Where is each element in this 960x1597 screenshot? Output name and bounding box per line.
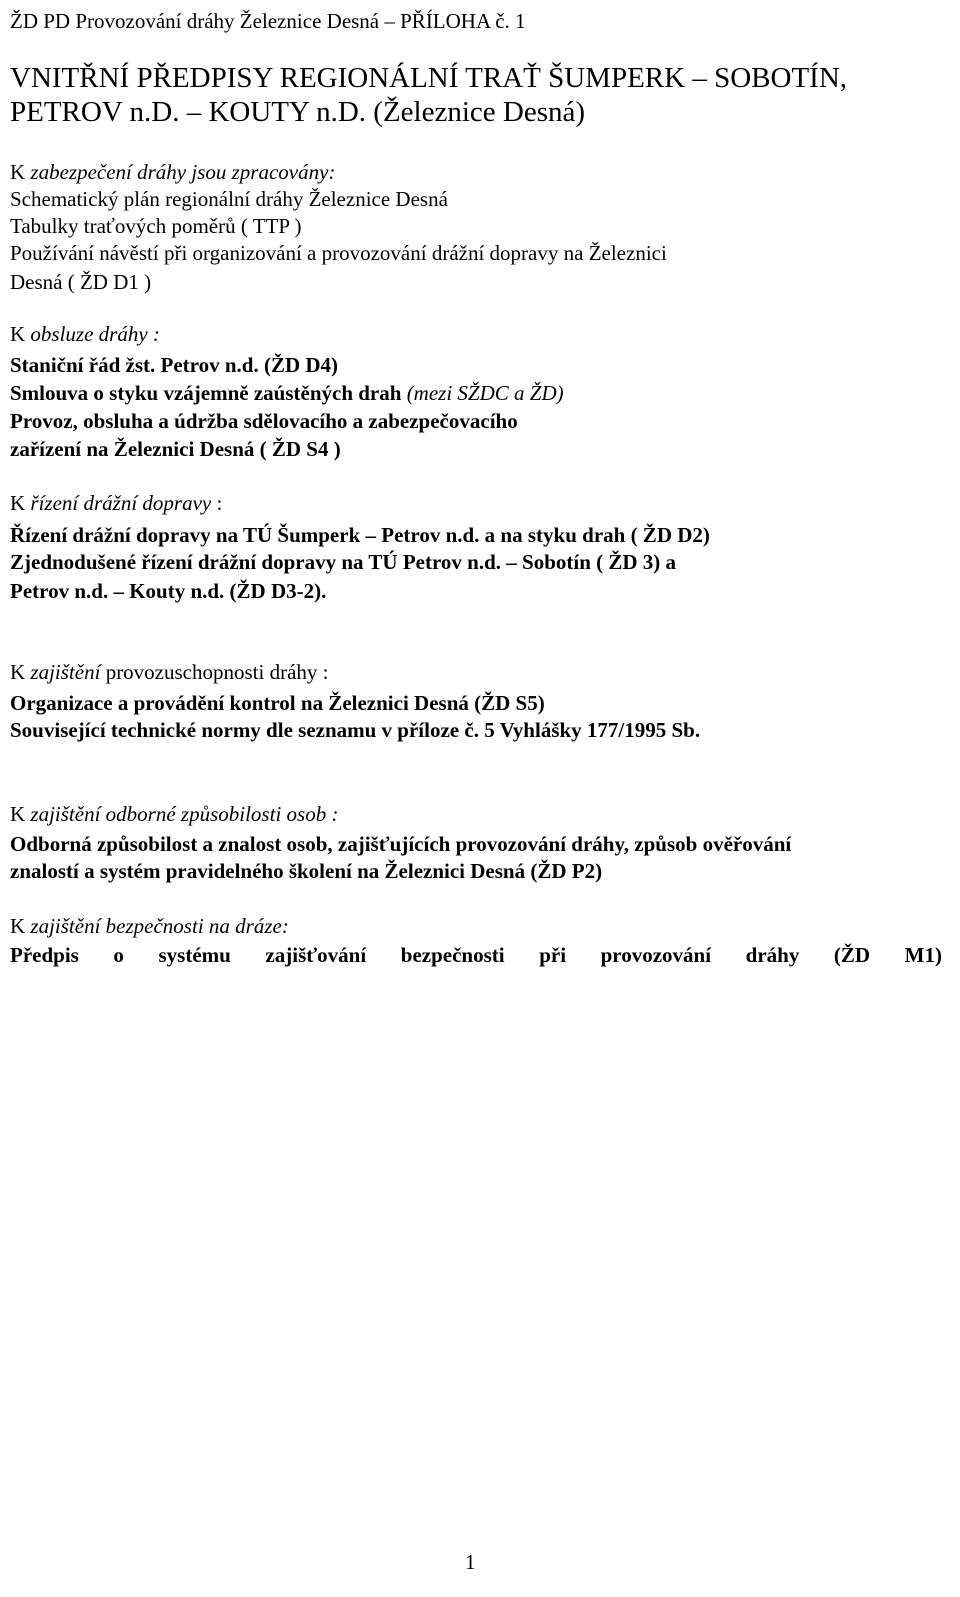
page-number: 1 bbox=[465, 1550, 476, 1574]
page-header: ŽD PD Provozování dráhy Železnice Desná – PŘÍLOHA č. 1 bbox=[10, 9, 526, 33]
list-item: Smlouva o styku vzájemně zaústěných drah (mezi SŽDC a ŽD) bbox=[10, 381, 564, 405]
list-item: Tabulky traťových poměrů ( TTP ) bbox=[10, 214, 302, 238]
list-item: zařízení na Železnici Desná ( ŽD S4 ) bbox=[10, 437, 341, 461]
list-item: Řízení drážní dopravy na TÚ Šumperk – Petrov n.d. a na styku drah ( ŽD D2) bbox=[10, 523, 710, 547]
list-item: Odborná způsobilost a znalost osob, zajišťujících provozování dráhy, způsob ověřování bbox=[10, 832, 792, 856]
list-item: Organizace a provádění kontrol na Železnici Desná (ŽD S5) bbox=[10, 691, 545, 715]
document-title-line-1: VNITŘNÍ PŘEDPISY REGIONÁLNÍ TRAŤ ŠUMPERK – SOBOTÍN, bbox=[10, 62, 848, 94]
list-item: Související technické normy dle seznamu v příloze č. 5 Vyhlášky 177/1995 Sb. bbox=[10, 718, 701, 742]
list-item: Zjednodušené řízení drážní dopravy na TÚ Petrov n.d. – Sobotín ( ŽD 3) a bbox=[10, 550, 677, 574]
section-zpusobilost-heading: K zajištění odborné způsobilosti osob : bbox=[10, 802, 339, 826]
document-title-line-2: PETROV n.D. – KOUTY n.D. (Železnice Desná) bbox=[10, 96, 586, 128]
list-item: Používání návěstí při organizování a provozování drážní dopravy na Železnici bbox=[10, 241, 667, 265]
list-item: Provoz, obsluha a údržba sdělovacího a zabezpečovacího bbox=[10, 409, 518, 433]
list-item: Desná ( ŽD D1 ) bbox=[10, 270, 152, 294]
section-rizeni-heading: K řízení drážní dopravy : bbox=[10, 491, 223, 515]
section-obsluze-heading: K obsluze dráhy : bbox=[10, 322, 160, 346]
list-item: Petrov n.d. – Kouty n.d. (ŽD D3-2). bbox=[10, 579, 327, 603]
section-provozuschopnost-heading: K zajištění provozuschopnosti dráhy : bbox=[10, 660, 329, 684]
section-bezpecnost-heading: K zajištění bezpečnosti na dráze: bbox=[10, 914, 289, 938]
list-item: Schematický plán regionální dráhy Železnice Desná bbox=[10, 187, 448, 211]
list-item: znalostí a systém pravidelného školení na Železnici Desná (ŽD P2) bbox=[10, 859, 603, 883]
section-zabezpeceni-heading: K zabezpečení dráhy jsou zpracovány: bbox=[10, 160, 336, 184]
list-item: Předpis o systému zajišťování bezpečnosti při provozování dráhy (ŽD M1) bbox=[10, 943, 942, 967]
list-item: Staniční řád žst. Petrov n.d. (ŽD D4) bbox=[10, 353, 339, 377]
